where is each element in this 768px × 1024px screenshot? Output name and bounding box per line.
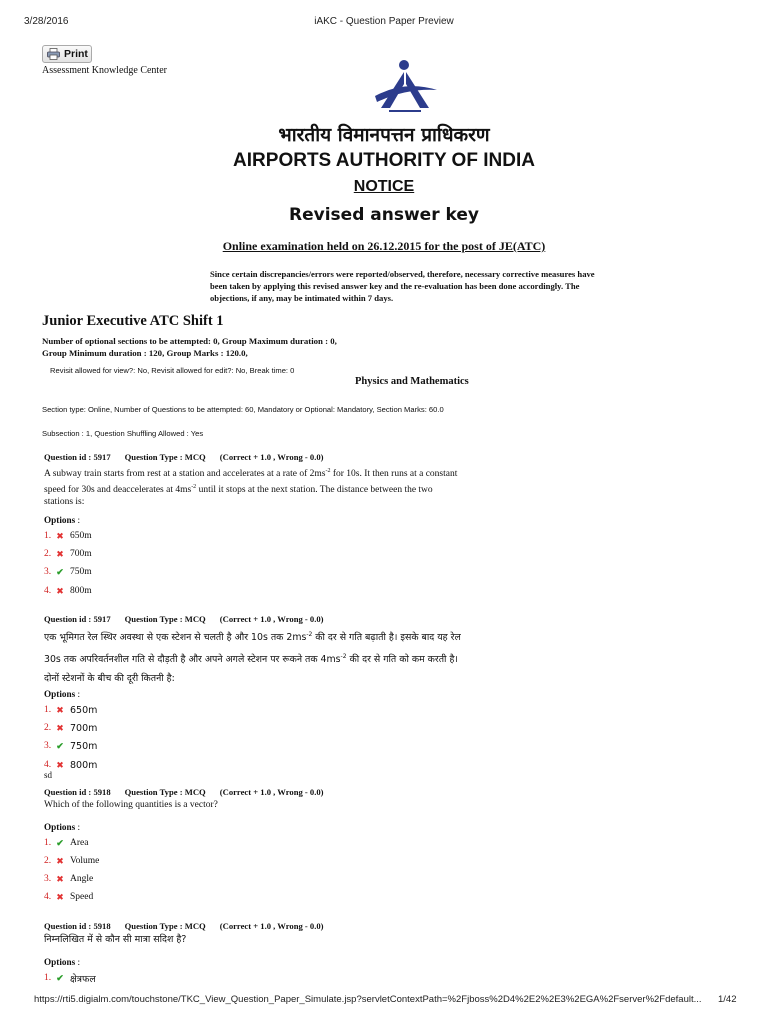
- cross-icon: ✖: [56, 530, 64, 541]
- option-item: 2. ✖ Volume: [44, 855, 100, 866]
- revisit-line: Revisit allowed for view?: No, Revisit allowed for edit?: No, Break time: 0: [50, 366, 295, 375]
- question-text: A subway train starts from rest at a station and accelerates at a rate of $2ms^{-2}$ for 10s. It then runs at a constant speed for 30s and deaccelerates at $4ms^{-2}$ until it stops at the next station. The distance between the two stations is:: [44, 468, 458, 508]
- cross-icon: ✖: [56, 548, 64, 559]
- options-label: Options :: [44, 515, 81, 525]
- online-exam-heading: Online examination held on 26.12.2015 for the post of JE(ATC): [222, 239, 546, 253]
- option-item: 1. ✖ 650m: [44, 530, 92, 541]
- question-header: Question id : 5917 Question Type : MCQ (Correct + 1.0 , Wrong - 0.0): [44, 614, 324, 624]
- print-url: https://rti5.digialm.com/touchstone/TKC_View_Question_Paper_Simulate.jsp?servletContextPath=%2Fjboss%2D4%2E2%2E3%2EGA%2Fserver%2Fdefault...: [34, 994, 702, 1005]
- english-title: AIRPORTS AUTHORITY OF INDIA: [233, 150, 535, 171]
- options-label: Options :: [44, 689, 81, 699]
- printer-icon: [47, 48, 60, 60]
- revised-heading: Revised answer key: [289, 205, 479, 225]
- options-label: Options :: [44, 822, 81, 832]
- cross-icon: ✖: [56, 891, 64, 902]
- option-item: 1. ✔ Area: [44, 837, 89, 848]
- cross-icon: ✖: [56, 722, 64, 733]
- cross-icon: ✖: [56, 759, 64, 770]
- print-button-label: Print: [64, 48, 88, 60]
- org-label: Assessment Knowledge Center: [42, 65, 167, 76]
- section-title: Physics and Mathematics: [355, 376, 469, 387]
- question-text-hindi: निम्नलिखित में से कौन सी मात्रा सदिश है?: [44, 934, 187, 945]
- page-number: 1/42: [718, 994, 737, 1005]
- hindi-title: भारतीय विमानपत्तन प्राधिकरण: [278, 124, 490, 146]
- question-header: Question id : 5918 Question Type : MCQ (Correct + 1.0 , Wrong - 0.0): [44, 921, 324, 931]
- group-meta-line1: Number of optional sections to be attempted: 0, Group Maximum duration : 0,: [42, 336, 337, 346]
- option-item: 1. ✔ क्षेत्रफल: [44, 972, 96, 985]
- group-meta-line2: Group Minimum duration : 120, Group Marks : 120.0,: [42, 348, 248, 358]
- options-label: Options :: [44, 957, 81, 967]
- question-header: Question id : 5917 Question Type : MCQ (Correct + 1.0 , Wrong - 0.0): [44, 452, 324, 462]
- check-icon: ✔: [56, 566, 64, 577]
- shift-title: Junior Executive ATC Shift 1: [42, 313, 224, 329]
- notice-paragraph: Since certain discrepancies/errors were reported/observed, therefore, necessary corrective measures have been taken by applying this revised answer key and the re-evaluation has been done accordingly. The objections, if any, may be intimated within 7 days.: [210, 269, 595, 303]
- question-note: sd: [44, 770, 53, 780]
- cross-icon: ✖: [56, 855, 64, 866]
- option-item: 2. ✖ 700m: [44, 722, 98, 734]
- print-button[interactable]: [42, 45, 92, 63]
- question-header: Question id : 5918 Question Type : MCQ (Correct + 1.0 , Wrong - 0.0): [44, 787, 324, 797]
- option-item: 3. ✔ 750m: [44, 740, 98, 752]
- cross-icon: ✖: [56, 704, 64, 715]
- check-icon: ✔: [56, 837, 64, 848]
- option-item: 1. ✖ 650m: [44, 704, 98, 716]
- option-item: 4. ✖ 800m: [44, 585, 92, 596]
- print-date: 3/28/2016: [24, 16, 69, 27]
- check-icon: ✔: [56, 972, 64, 983]
- cross-icon: ✖: [56, 873, 64, 884]
- option-item: 4. ✖ 800m: [44, 759, 98, 771]
- aai-logo-icon: [373, 58, 439, 116]
- option-item: 4. ✖ Speed: [44, 891, 94, 902]
- option-item: 3. ✖ Angle: [44, 873, 94, 884]
- cross-icon: ✖: [56, 585, 64, 596]
- question-text-hindi: एक भूमिगत रेल स्थिर अवस्था से एक स्टेशन से चलती है और 10s तक $2ms^{-2}$ की दर से गति बढ़ाती है। इसके बाद यह रेल 30s तक अपरिवर्तनशील गति से दौड़ती है और अपने अगले स्टेशन पर रूकने तक $4ms^{-2}$ की दर से गति को कम करती है। दोनों स्टेशनों के बीच की दूरी कितनी है:: [44, 631, 461, 685]
- subsection-line: Subsection : 1, Question Shuffling Allowed : Yes: [42, 429, 204, 438]
- option-item: 2. ✖ 700m: [44, 548, 92, 559]
- check-icon: ✔: [56, 740, 64, 751]
- print-page-title: iAKC - Question Paper Preview: [314, 16, 454, 27]
- question-text: Which of the following quantities is a vector?: [44, 800, 218, 810]
- option-item: 3. ✔ 750m: [44, 566, 92, 577]
- notice-heading: NOTICE: [353, 178, 415, 195]
- section-line: Section type: Online, Number of Questions to be attempted: 60, Mandatory or Optional: Mandatory, Section Marks: 60.0: [42, 405, 444, 414]
